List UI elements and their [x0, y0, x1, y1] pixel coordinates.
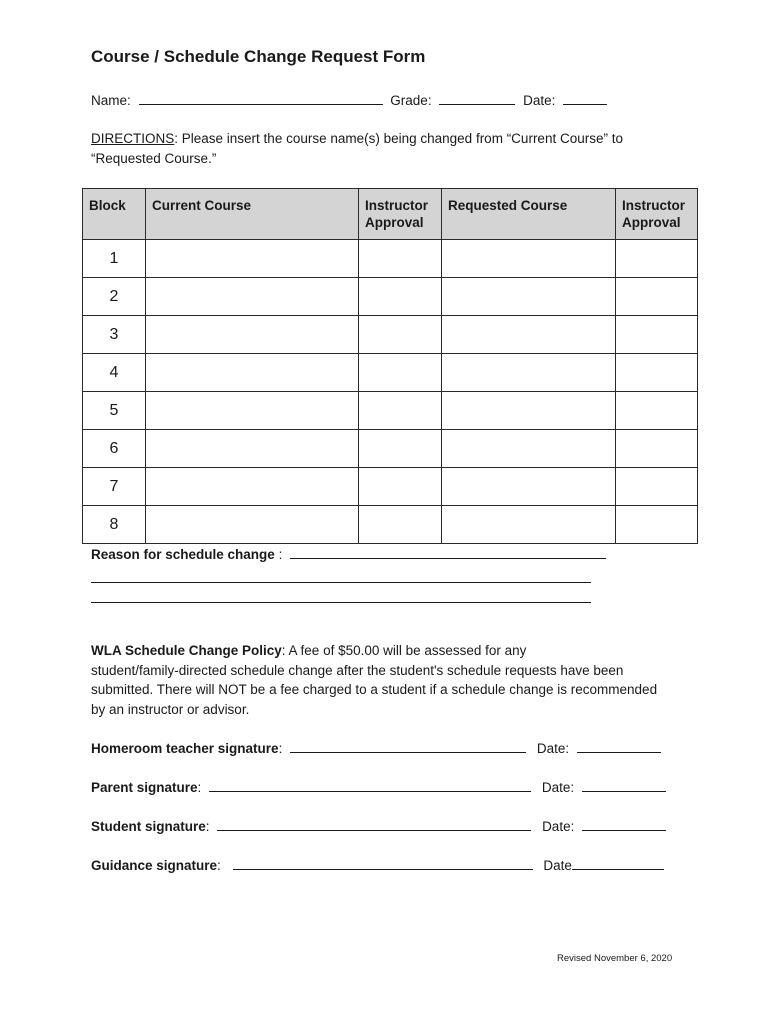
instructor-approval-cell[interactable] [616, 354, 698, 392]
instructor-approval-cell[interactable] [616, 430, 698, 468]
course-change-table [82, 188, 698, 544]
header-date-field[interactable] [563, 92, 607, 105]
parent-signature-label: Parent signature [91, 780, 198, 795]
guidance-date-field[interactable] [572, 857, 664, 870]
parent-date-label: Date: [541, 780, 575, 795]
grade-label: Grade: [390, 93, 432, 108]
instructor-approval-cell[interactable] [359, 316, 442, 354]
guidance-signature-label: Guidance signature [91, 858, 218, 873]
header-approval-text: Approval [622, 215, 681, 230]
instructor-approval-cell[interactable] [359, 392, 442, 430]
block-number: 1 [83, 240, 146, 278]
instructor-approval-cell[interactable] [359, 430, 442, 468]
parent-date-field[interactable] [582, 779, 666, 792]
requested-course-cell[interactable] [442, 354, 616, 392]
header-block: Block [83, 189, 146, 240]
table-row [83, 392, 698, 430]
schedule-change-policy [91, 641, 691, 720]
colon: : [278, 741, 283, 756]
header-requested-course: Requested Course [442, 189, 616, 240]
requested-course-cell[interactable] [442, 240, 616, 278]
instructor-approval-cell[interactable] [616, 506, 698, 544]
requested-course-cell[interactable] [442, 392, 616, 430]
requested-course-cell[interactable] [442, 506, 616, 544]
instructor-approval-cell[interactable] [359, 506, 442, 544]
student-date-label: Date: [542, 819, 575, 834]
current-course-cell[interactable] [146, 316, 359, 354]
homeroom-date-label: Date: [536, 741, 570, 756]
parent-signature-row [91, 779, 666, 795]
block-number: 4 [83, 354, 146, 392]
current-course-cell[interactable] [146, 278, 359, 316]
table-row [83, 468, 698, 506]
table-row [83, 240, 698, 278]
current-course-cell[interactable] [146, 430, 359, 468]
reason-separator: : [274, 547, 283, 562]
page-title: Course / Schedule Change Request Form [91, 47, 426, 66]
current-course-cell[interactable] [146, 240, 359, 278]
instructor-approval-cell[interactable] [616, 278, 698, 316]
instructor-approval-cell[interactable] [616, 316, 698, 354]
student-signature-field[interactable] [217, 818, 531, 831]
instructor-approval-cell[interactable] [359, 468, 442, 506]
block-number: 3 [83, 316, 146, 354]
instructor-approval-cell[interactable] [359, 354, 442, 392]
block-number: 8 [83, 506, 146, 544]
revision-note: Revised November 6, 2020 [557, 953, 673, 964]
block-number: 6 [83, 430, 146, 468]
homeroom-signature-field[interactable] [290, 740, 526, 753]
table-row [83, 316, 698, 354]
colon: : [205, 819, 210, 834]
reason-field[interactable] [290, 546, 606, 559]
student-signature-row [91, 818, 666, 834]
reason-label: Reason for schedule change [91, 547, 275, 562]
guidance-date-label: Date [543, 858, 572, 873]
directions-label: DIRECTIONS [91, 131, 175, 146]
table-row [83, 506, 698, 544]
header-instructor-text: Instructor [365, 198, 429, 213]
student-date-field[interactable] [582, 818, 666, 831]
table-header-row [83, 189, 698, 240]
directions-text: : Please insert the course name(s) being changed from “Current Course” to [174, 131, 623, 146]
reason-field-line-3[interactable] [91, 590, 591, 603]
table-row [83, 354, 698, 392]
colon: : [217, 858, 221, 873]
header-approval-text: Approval [365, 215, 424, 230]
reason-row [91, 546, 606, 562]
table-row [83, 278, 698, 316]
header-date-label: Date: [523, 93, 556, 108]
current-course-cell[interactable] [146, 392, 359, 430]
requested-course-cell[interactable] [442, 430, 616, 468]
policy-title: WLA Schedule Change Policy [91, 643, 282, 658]
homeroom-date-field[interactable] [577, 740, 661, 753]
policy-line-4: by an instructor or advisor. [91, 702, 250, 718]
header-instructor-approval-1 [359, 189, 442, 240]
instructor-approval-cell[interactable] [616, 392, 698, 430]
colon: : [197, 780, 202, 795]
block-number: 7 [83, 468, 146, 506]
requested-course-cell[interactable] [442, 316, 616, 354]
directions-line-1 [91, 131, 623, 146]
reason-field-line-2[interactable] [91, 570, 591, 583]
instructor-approval-cell[interactable] [616, 468, 698, 506]
instructor-approval-cell[interactable] [359, 240, 442, 278]
policy-line-2: student/family-directed schedule change after the student's schedule requests have been [91, 662, 624, 678]
current-course-cell[interactable] [146, 354, 359, 392]
requested-course-cell[interactable] [442, 468, 616, 506]
guidance-signature-field[interactable] [233, 857, 533, 870]
guidance-signature-row [91, 857, 664, 873]
header-instructor-text: Instructor [622, 198, 686, 213]
policy-text-1: : A fee of $50.00 will be assessed for any [281, 643, 527, 658]
student-signature-label: Student signature [91, 819, 206, 834]
policy-line-1 [91, 641, 691, 661]
grade-field[interactable] [439, 92, 515, 105]
directions-line-2: “Requested Course.” [91, 151, 217, 166]
requested-course-cell[interactable] [442, 278, 616, 316]
name-label: Name: [91, 93, 131, 108]
block-number: 2 [83, 278, 146, 316]
homeroom-signature-row [91, 740, 661, 756]
instructor-approval-cell[interactable] [359, 278, 442, 316]
header-instructor-approval-2 [616, 189, 698, 240]
block-number: 5 [83, 392, 146, 430]
homeroom-signature-label: Homeroom teacher signature [91, 741, 279, 756]
instructor-approval-cell[interactable] [616, 240, 698, 278]
parent-signature-field[interactable] [209, 779, 531, 792]
name-field[interactable] [139, 92, 383, 105]
current-course-cell[interactable] [146, 468, 359, 506]
header-current-course: Current Course [146, 189, 359, 240]
header-fields-row [91, 92, 607, 108]
policy-line-3: submitted. There will NOT be a fee charged to a student if a schedule change is recommended [91, 682, 658, 698]
table-row [83, 430, 698, 468]
current-course-cell[interactable] [146, 506, 359, 544]
